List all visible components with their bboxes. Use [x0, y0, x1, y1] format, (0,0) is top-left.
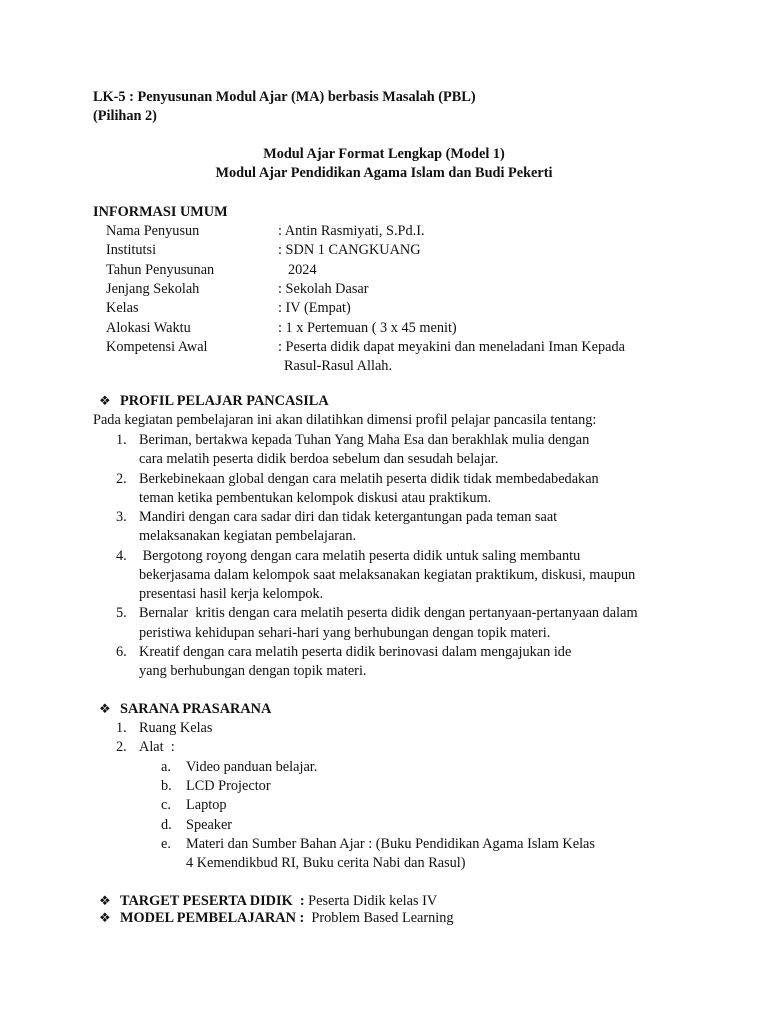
info-value-alokasi: : 1 x Pertemuan ( 3 x 45 menit) [278, 320, 457, 336]
sarana-item-number: 2. [116, 739, 127, 755]
model-value: Problem Based Learning [304, 910, 454, 926]
profil-item-line: Berkebinekaan global dengan cara melatih peserta didik tidak membedabedakan [139, 471, 599, 487]
sarana-item-number: 1. [116, 720, 127, 736]
alat-letter: a. [161, 759, 171, 775]
profil-item-line: yang berhubungan dengan topik materi. [139, 663, 367, 679]
info-value-kompetensi: : Peserta didik dapat meyakini dan meneladani Iman Kepada [278, 339, 625, 355]
alat-letter: b. [161, 778, 172, 794]
profil-item-line: cara melatih peserta didik berdoa sebelum dan sesudah belajar. [139, 451, 499, 467]
info-value-kompetensi-cont: Rasul-Rasul Allah. [284, 358, 393, 374]
alat-letter: c. [161, 797, 171, 813]
profil-intro: Pada kegiatan pembelajaran ini akan dilatihkan dimensi profil pelajar pancasila tentang: [93, 412, 597, 428]
alat-item: LCD Projector [186, 778, 271, 794]
module-subject-title: Modul Ajar Pendidikan Agama Islam dan Budi Pekerti [215, 165, 553, 181]
document-header-title: LK-5 : Penyusunan Modul Ajar (MA) berbasis Masalah (PBL) [93, 89, 476, 105]
profil-item-line: bekerjasama dalam kelompok saat melaksanakan kegiatan praktikum, diskusi, maupun [139, 567, 636, 583]
info-label-alokasi: Alokasi Waktu [106, 320, 191, 336]
sarana-item-text: Alat : [139, 739, 175, 755]
module-format-title: Modul Ajar Format Lengkap (Model 1) [263, 146, 505, 162]
profil-item-number: 3. [116, 509, 127, 525]
info-value-nama: : Antin Rasmiyati, S.Pd.I. [278, 223, 425, 239]
info-value-jenjang: : Sekolah Dasar [278, 281, 369, 297]
model-line [120, 909, 454, 927]
alat-letter: d. [161, 817, 172, 833]
profil-item-line: melaksanakan kegiatan pembelajaran. [139, 528, 357, 544]
info-label-tahun: Tahun Penyusunan [106, 262, 215, 278]
info-value-kelas: : IV (Empat) [278, 300, 351, 316]
profil-item-line: Mandiri dengan cara sadar diri dan tidak ketergantungan pada teman saat [139, 509, 558, 525]
diamond-bullet-icon: ❖ [99, 893, 111, 908]
info-label-kompetensi: Kompetensi Awal [106, 339, 208, 355]
target-value: Peserta Didik kelas IV [304, 893, 438, 909]
alat-item: Speaker [186, 817, 233, 833]
profil-item-number: 4. [116, 548, 127, 564]
profil-item-number: 6. [116, 644, 127, 660]
profil-item-line: peristiwa kehidupan sehari-hari yang berhubungan dengan topik materi. [139, 625, 551, 641]
profil-item-line: Kreatif dengan cara melatih peserta didik berinovasi dalam mengajukan ide [139, 644, 572, 660]
profil-item-number: 1. [116, 432, 127, 448]
profil-item-line: presentasi hasil kerja kelompok. [139, 586, 324, 602]
info-heading: INFORMASI UMUM [93, 204, 228, 220]
diamond-bullet-icon: ❖ [99, 701, 111, 716]
diamond-bullet-icon: ❖ [99, 910, 111, 925]
document-header-option: (Pilihan 2) [93, 108, 157, 124]
info-label-nama: Nama Penyusun [106, 223, 200, 239]
sarana-item-text: Ruang Kelas [139, 720, 213, 736]
alat-item: Video panduan belajar. [186, 759, 318, 775]
alat-item: Materi dan Sumber Bahan Ajar : (Buku Pendidikan Agama Islam Kelas [186, 836, 595, 852]
alat-item: Laptop [186, 797, 227, 813]
profil-item-line: teman ketika pembentukan kelompok diskusi atau praktikum. [139, 490, 492, 506]
info-label-institusi: Institutsi [106, 242, 157, 258]
profil-item-line: Beriman, bertakwa kepada Tuhan Yang Maha Esa dan berakhlak mulia dengan [139, 432, 590, 448]
sarana-heading: SARANA PRASARANA [120, 701, 272, 717]
profil-item-number: 5. [116, 605, 127, 621]
profil-heading: PROFIL PELAJAR PANCASILA [120, 393, 329, 409]
alat-item: 4 Kemendikbud RI, Buku cerita Nabi dan Rasul) [186, 855, 466, 871]
info-value-institusi: : SDN 1 CANGKUANG [278, 242, 421, 258]
info-label-kelas: Kelas [106, 300, 139, 316]
profil-item-number: 2. [116, 471, 127, 487]
diamond-bullet-icon: ❖ [99, 393, 111, 408]
info-label-jenjang: Jenjang Sekolah [106, 281, 200, 297]
alat-letter: e. [161, 836, 171, 852]
target-line [120, 892, 437, 910]
info-value-tahun: 2024 [288, 262, 317, 278]
profil-item-line: Bergotong royong dengan cara melatih peserta didik untuk saling membantu [139, 548, 581, 564]
model-label: MODEL PEMBELAJARAN : [120, 910, 305, 926]
profil-item-line: Bernalar kritis dengan cara melatih peserta didik dengan pertanyaan-pertanyaan dalam [139, 605, 638, 621]
target-label: TARGET PESERTA DIDIK : [120, 893, 305, 909]
